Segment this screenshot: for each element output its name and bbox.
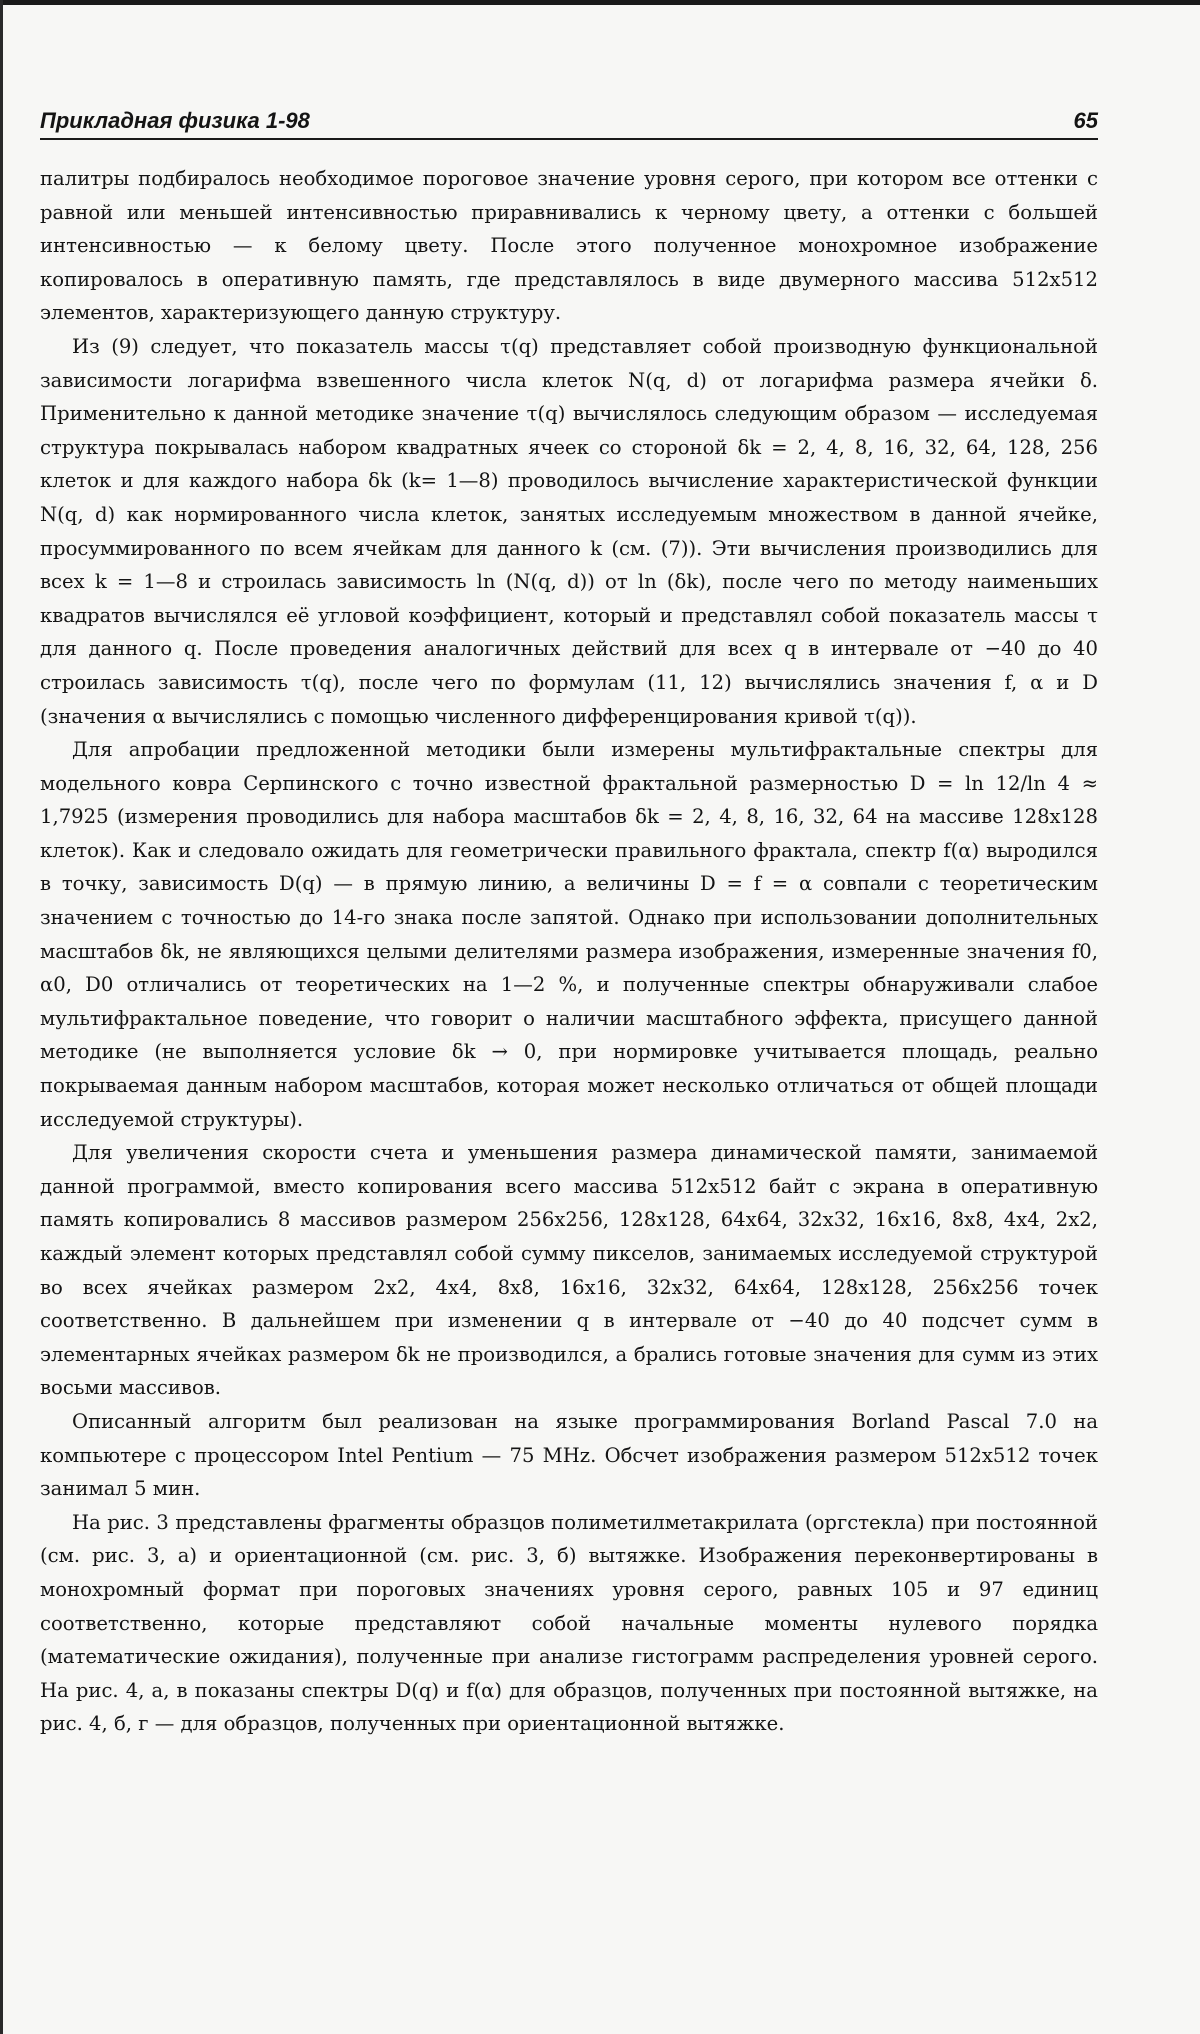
paragraph-6: На рис. 3 представлены фрагменты образцов полиметилметакрилата (оргстекла) при постоянной (см. рис. 3, а) и ориентационной (см. рис. 3, б) вытяжке. Изображения переконвертированы в монохромный формат при пороговых значениях уровня серого, равных 105 и 97 единиц соответственно, которые представляют собой начальные моменты нулевого порядка (математические ожидания), полученные при анализе гистограмм распределения уровней серого. На рис. 4, а, в показаны спектры D(q) и f(α) для образцов, полученных при постоянной вытяжке, на рис. 4, б, г — для образцов, полученных при ориентационной вытяжке. xyxy=(40,1510,1098,1736)
journal-page xyxy=(40,100,1098,1741)
running-header xyxy=(40,100,1098,140)
page-left-edge xyxy=(0,0,3,2034)
paragraph-5: Описанный алгоритм был реализован на языке программирования Borland Pascal 7.0 на компьютере с процессором Intel Pentium — 75 MHz. Обсчет изображения размером 512х512 точек занимал 5 мин. xyxy=(40,1409,1098,1501)
paragraph-2: Из (9) следует, что показатель массы τ(q) представляет собой производную функциональной зависимости логарифма взвешенного числа клеток N(q, d) от логарифма размера ячейки δ. Применительно к данной методике значение τ(q) вычислялось следующим образом — исследуемая структура покрывалась набором квадратных ячеек со стороной δk = 2, 4, 8, 16, 32, 64, 128, 256 клеток и для каждого набора δk (k= 1—8) проводилось вычисление характеристической функции N(q, d) как нормированного числа клеток, занятых исследуемым множеством в данной ячейке, просуммированного по всем ячейкам для данного k (см. (7)). Эти вычисления производились для всех k = 1—8 и строилась зависимость ln (N(q, d)) от ln (δk), после чего по методу наименьших квадратов вычислялся её угловой коэффициент, который и представлял собой показатель массы τ для данного q. После проведения аналогичных действий для всех q в интервале от −40 до 40 строилась зависимость τ(q), после чего по формулам (11, 12) вычислялись значения f, α и D (значения α вычислялись с помощью численного дифференцирования кривой τ(q)). xyxy=(40,334,1098,728)
paragraph-3: Для апробации предложенной методики были измерены мультифрактальные спектры для модельного ковра Серпинского с точно известной фрактальной размерностью D = ln 12/ln 4 ≈ 1,7925 (измерения проводились для набора масштабов δk = 2, 4, 8, 16, 32, 64 на массиве 128х128 клеток). Как и следовало ожидать для геометрически правильного фрактала, спектр f(α) выродился в точку, зависимость D(q) — в прямую линию, а величины D = f = α совпали с теоретическим значением с точностью до 14-го знака после запятой. Однако при использовании дополнительных масштабов δk, не являющихся целыми делителями размера изображения, измеренные значения f0, α0, D0 отличались от теоретических на 1—2 %, и полученные спектры обнаруживали слабое мультифрактальное поведение, что говорит о наличии масштабного эффекта, присущего данной методике (не выполняется условие δk → 0, при нормировке учитывается площадь, реально покрываемая данным набором масштабов, которая может несколько отличаться от общей площади исследуемой структуры). xyxy=(40,738,1098,1131)
journal-title: Прикладная физика 1-98 xyxy=(40,108,310,133)
page-number: 65 xyxy=(1073,108,1098,133)
page-top-edge xyxy=(0,0,1200,5)
body-text xyxy=(40,162,1098,1741)
paragraph-4: Для увеличения скорости счета и уменьшения размера динамической памяти, занимаемой данной программой, вместо копирования всего массива 512х512 байт с экрана в оперативную память копировались 8 массивов размером 256х256, 128х128, 64х64, 32х32, 16х16, 8х8, 4х4, 2х2, каждый элемент которых представлял собой сумму пикселов, занимаемых исследуемой структурой во всех ячейках размером 2х2, 4х4, 8х8, 16х16, 32х32, 64х64, 128х128, 256х256 точек соответственно. В дальнейшем при изменении q в интервале от −40 до 40 подсчет сумм в элементарных ячейках размером δk не производился, а брались готовые значения для сумм из этих восьми массивов. xyxy=(40,1141,1098,1400)
paragraph-1: палитры подбиралось необходимое пороговое значение уровня серого, при котором все оттенки с равной или меньшей интенсивностью приравнивались к черному цвету, а оттенки с большей интенсивностью — к белому цвету. После этого полученное монохромное изображение копировалось в оперативную память, где представлялось в виде двумерного массива 512х512 элементов, характеризующего данную структуру. xyxy=(40,167,1098,325)
